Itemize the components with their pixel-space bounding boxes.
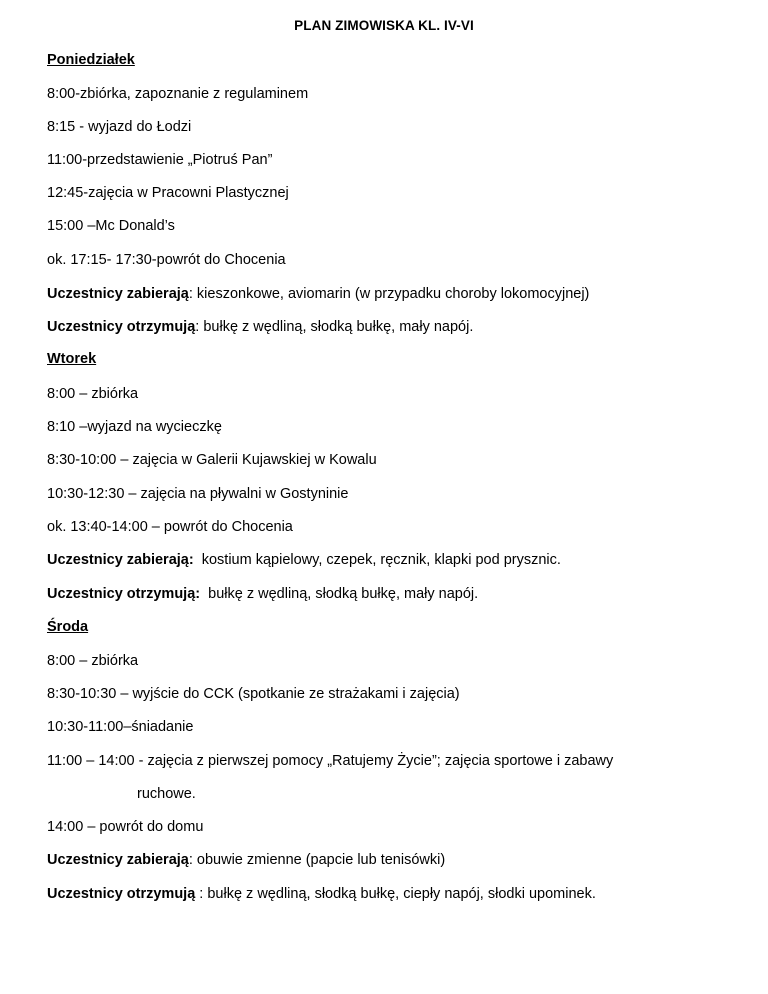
schedule-item: 8:00 – zbiórka [47,386,139,402]
schedule-item: 8:30-10:30 – wyjście do CCK (spotkanie ze strażakami i zajęcia) [47,686,460,702]
schedule-item: 8:30-10:00 – zajęcia w Galerii Kujawskiej w Kowalu [47,452,377,468]
bring-line-monday [47,285,589,303]
schedule-item: 14:00 – powrót do domu [47,819,204,835]
day-heading-tuesday: Wtorek [47,351,97,367]
schedule-item: 11:00 – 14:00 - zajęcia z pierwszej pomocy „Ratujemy Życie”; zajęcia sportowe i zabawy [47,753,614,769]
bring-text: : obuwie zmienne (papcie lub tenisówki) [188,852,446,868]
day-heading-wednesday: Środa [47,619,89,635]
schedule-item: 10:30-11:00–śniadanie [47,719,194,735]
schedule-item: 11:00-przedstawienie „Piotruś Pan” [47,152,273,168]
schedule-item: 12:45-zajęcia w Pracowni Plastycznej [47,185,289,201]
schedule-item: ok. 13:40-14:00 – powrót do Chocenia [47,519,293,535]
schedule-item: 8:15 - wyjazd do Łodzi [47,119,192,135]
receive-label: Uczestnicy otrzymują [47,319,196,335]
bring-line-tuesday [47,551,561,569]
schedule-item: 8:00 – zbiórka [47,653,139,669]
bring-label: Uczestnicy zabierają [47,286,189,302]
schedule-item: ok. 17:15- 17:30-powrót do Chocenia [47,252,286,268]
receive-text: : bułkę z wędliną, słodką bułkę, mały napój. [195,319,474,335]
receive-text: : bułkę z wędliną, słodką bułkę, ciepły napój, słodki upominek. [195,886,596,902]
receive-text: bułkę z wędliną, słodką bułkę, mały napój. [200,586,479,602]
schedule-item: 15:00 –Mc Donald’s [47,218,175,234]
schedule-item: 8:00-zbiórka, zapoznanie z regulaminem [47,86,309,102]
receive-line-tuesday [47,585,478,603]
bring-label: Uczestnicy zabierają [47,852,189,868]
bring-text: : kieszonkowe, aviomarin (w przypadku choroby lokomocyjnej) [188,286,590,302]
receive-label: Uczestnicy otrzymują [47,886,196,902]
document-title: PLAN ZIMOWISKA KL. IV-VI [294,18,474,33]
receive-line-monday [47,318,473,336]
bring-label: Uczestnicy zabierają: [47,552,194,568]
day-heading-monday: Poniedziałek [47,52,135,68]
schedule-item: 8:10 –wyjazd na wycieczkę [47,419,222,435]
receive-label: Uczestnicy otrzymują: [47,586,201,602]
schedule-item-continuation: ruchowe. [137,786,196,802]
schedule-item: 10:30-12:30 – zajęcia na pływalni w Gostyninie [47,486,349,502]
bring-text: kostium kąpielowy, czepek, ręcznik, klapki pod prysznic. [193,552,561,568]
bring-line-wednesday [47,851,445,869]
receive-line-wednesday [47,885,596,903]
